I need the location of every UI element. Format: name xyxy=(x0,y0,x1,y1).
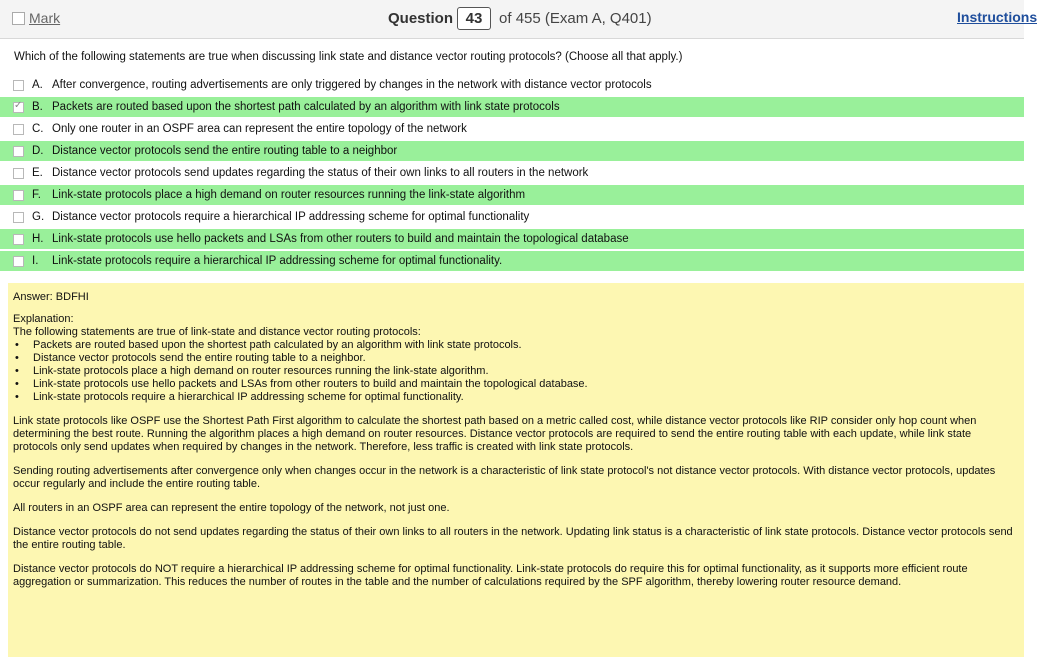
option-checkbox[interactable] xyxy=(13,190,24,201)
option-text: Packets are routed based upon the shortest path calculated by an algorithm with link state protocols xyxy=(52,101,560,113)
bullet-text: Packets are routed based upon the shortest path calculated by an algorithm with link state protocols. xyxy=(33,339,522,351)
option-checkbox[interactable] xyxy=(13,146,24,157)
option-text: Link-state protocols use hello packets and LSAs from other routers to build and maintain the topological database xyxy=(52,233,629,245)
option-i[interactable] xyxy=(0,251,1024,271)
mark-checkbox[interactable] xyxy=(12,10,60,26)
option-letter: I. xyxy=(32,255,39,267)
bullet-text: Link-state protocols require a hierarchical IP addressing scheme for optimal functionality. xyxy=(33,391,464,403)
question-of-text: of 455 (Exam A, Q401) xyxy=(499,10,652,27)
option-letter: D. xyxy=(32,145,44,157)
mark-box[interactable] xyxy=(12,12,25,25)
explanation-bullet: • Link-state protocols place a high demand on router resources running the link-state algorithm. xyxy=(15,365,489,377)
option-d[interactable] xyxy=(0,141,1024,161)
option-text: Distance vector protocols send updates regarding the status of their own links to all routers in the network xyxy=(52,167,589,179)
bullet-text: Distance vector protocols send the entire routing table to a neighbor. xyxy=(33,352,366,364)
explanation-bullet: • Packets are routed based upon the shortest path calculated by an algorithm with link state protocols. xyxy=(15,339,522,351)
explanation-paragraph: Distance vector protocols do NOT require a hierarchical IP addressing scheme for optimal functionality. Link-state protocols do require this for optimal functionality, as it supports more efficient route aggregation or summarization. This reduces the number of routes in the table and the number of calculations required by the SPF algorithm, thereby lowering router resource demand. xyxy=(13,563,968,588)
option-letter: E. xyxy=(32,167,43,179)
option-checkbox[interactable] xyxy=(13,124,24,135)
bullet-text: Link-state protocols place a high demand on router resources running the link-state algorithm. xyxy=(33,365,489,377)
option-a[interactable] xyxy=(0,75,1024,95)
question-text: Which of the following statements are true when discussing link state and distance vector routing protocols? (Choose all that apply.) xyxy=(14,51,683,63)
answer-line: Answer: BDFHI xyxy=(13,291,89,303)
option-text: Link-state protocols require a hierarchical IP addressing scheme for optimal functionality. xyxy=(52,255,503,267)
option-e[interactable] xyxy=(0,163,1024,183)
answer-options xyxy=(0,75,1024,273)
option-text: Link-state protocols place a high demand on router resources running the link-state algorithm xyxy=(52,189,526,201)
explanation-paragraph: All routers in an OSPF area can represent the entire topology of the network, not just one. xyxy=(13,502,450,514)
explanation-paragraph: Sending routing advertisements after convergence only when changes occur in the network is a characteristic of link state protocol's not distance vector protocols. With distance vector protocols, updates occur regularly and include the entire routing table. xyxy=(13,465,996,490)
option-checkbox[interactable] xyxy=(13,234,24,245)
option-letter: F. xyxy=(32,189,41,201)
option-letter: G. xyxy=(32,211,45,223)
option-checkbox[interactable] xyxy=(13,212,24,223)
option-letter: C. xyxy=(32,123,44,135)
bullet-text: Link-state protocols use hello packets and LSAs from other routers to build and maintain the topological database. xyxy=(33,378,588,390)
option-c[interactable] xyxy=(0,119,1024,139)
mark-label[interactable]: Mark xyxy=(29,10,61,26)
option-text: Distance vector protocols send the entire routing table to a neighbor xyxy=(52,145,398,157)
explanation-paragraph: Distance vector protocols do not send updates regarding the status of their own links to all routers in the network. Updating link status is a characteristic of link state protocols. Distance vector protocols send the entire routing table. xyxy=(13,526,1013,551)
explanation-bullet: • Link-state protocols use hello packets and LSAs from other routers to build and maintain the topological database. xyxy=(15,378,588,390)
option-text: After convergence, routing advertisements are only triggered by changes in the network with distance vector protocols xyxy=(52,79,652,91)
option-checkbox[interactable] xyxy=(13,80,24,91)
option-checkbox[interactable] xyxy=(13,168,24,179)
option-f[interactable] xyxy=(0,185,1024,205)
top-bar xyxy=(0,0,1037,39)
option-text: Distance vector protocols require a hierarchical IP addressing scheme for optimal functionality xyxy=(52,211,530,223)
question-word: Question xyxy=(388,10,454,27)
answer-explanation-panel xyxy=(8,283,1024,657)
option-letter: A. xyxy=(32,79,43,91)
explanation-intro: The following statements are true of link-state and distance vector routing protocols: xyxy=(13,326,421,338)
option-b[interactable] xyxy=(0,97,1024,117)
question-number-input[interactable]: 43 xyxy=(457,7,491,30)
option-checkbox[interactable] xyxy=(13,102,24,113)
option-text: Only one router in an OSPF area can represent the entire topology of the network xyxy=(52,123,467,135)
option-h[interactable] xyxy=(0,229,1024,249)
option-g[interactable] xyxy=(0,207,1024,227)
explanation-bullet: • Link-state protocols require a hierarchical IP addressing scheme for optimal functionality. xyxy=(15,391,464,403)
option-letter: B. xyxy=(32,101,43,113)
question-counter xyxy=(388,7,652,30)
option-checkbox[interactable] xyxy=(13,256,24,267)
explanation-bullet: • Distance vector protocols send the entire routing table to a neighbor. xyxy=(15,352,366,364)
explanation-paragraph: Link state protocols like OSPF use the Shortest Path First algorithm to calculate the shortest path based on a metric called cost, while distance vector protocols like RIP consider only hop count when determining the best route. Running the algorithm places a high demand on router resources. Distance vector protocols are required to send the entire routing table with each update, while link state protocols only send updates when required by changes in the network. Therefore, less traffic is created with link state protocols. xyxy=(13,415,977,453)
instructions-link[interactable]: Instructions xyxy=(957,9,1037,25)
option-letter: H. xyxy=(32,233,44,245)
explanation-label: Explanation: xyxy=(13,313,74,325)
